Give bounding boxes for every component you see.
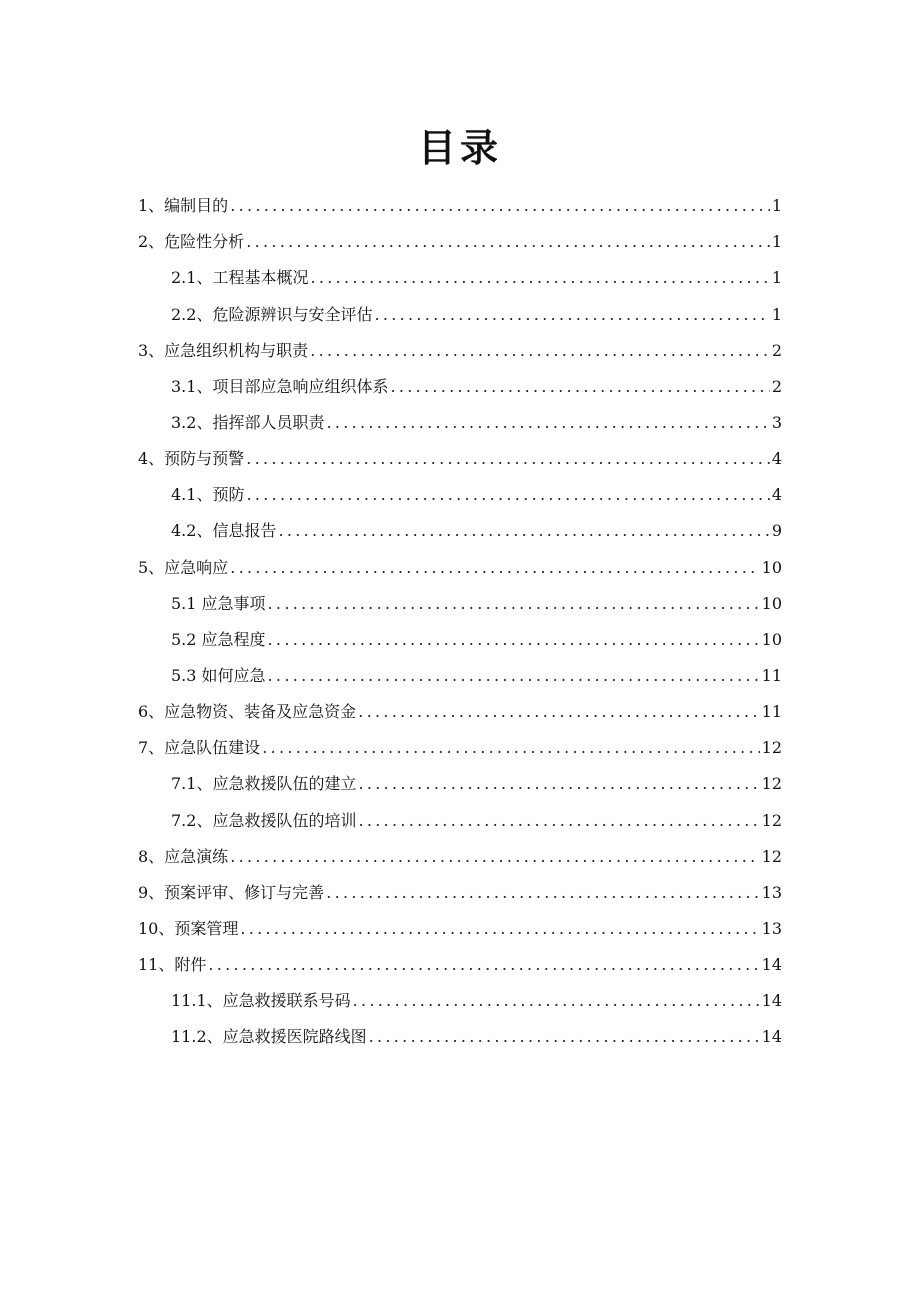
toc-dot-leader (390, 376, 769, 398)
toc-dot-leader (262, 737, 759, 759)
toc-entry[interactable] (138, 366, 782, 402)
toc-dot-leader (358, 810, 759, 832)
toc-entry[interactable] (138, 257, 782, 293)
toc-entry-label: 5.1 应急事项 (171, 593, 266, 613)
toc-entry-label: 11.1、应急救援联系号码 (171, 991, 351, 1011)
toc-entry[interactable] (138, 1016, 782, 1052)
toc-entry-page-number: 3 (771, 412, 782, 432)
toc-entry-page-number: 12 (761, 810, 782, 830)
toc-entry-label: 3.2、指挥部人员职责 (171, 412, 325, 432)
toc-entry-page-number: 1 (771, 304, 782, 324)
toc-entry-page-number: 13 (761, 882, 782, 902)
toc-entry[interactable] (138, 438, 782, 474)
toc-entry-label: 5、应急响应 (138, 557, 229, 577)
toc-entry-page-number: 9 (771, 521, 782, 541)
toc-entry-page-number: 11 (761, 702, 782, 722)
toc-entry-label: 7、应急队伍建设 (138, 738, 261, 758)
toc-dot-leader (246, 231, 770, 253)
toc-entry[interactable] (138, 727, 782, 763)
toc-entry[interactable] (138, 510, 782, 546)
toc-dot-leader (278, 520, 769, 542)
toc-entry-label: 11、附件 (138, 955, 207, 975)
toc-dot-leader (358, 701, 759, 723)
toc-dot-leader (358, 773, 759, 795)
toc-entry-page-number: 14 (761, 1027, 782, 1047)
toc-entry-label: 11.2、应急救援医院路线图 (171, 1027, 367, 1047)
toc-entry-page-number: 14 (761, 955, 782, 975)
toc-entry[interactable] (138, 402, 782, 438)
toc-entry-page-number: 4 (771, 485, 782, 505)
toc-dot-leader (230, 195, 770, 217)
toc-entry[interactable] (138, 619, 782, 655)
toc-entry-page-number: 2 (771, 376, 782, 396)
toc-entry-label: 4.1、预防 (171, 485, 245, 505)
toc-entry-page-number: 12 (761, 774, 782, 794)
toc-entry[interactable] (138, 763, 782, 799)
toc-entry[interactable] (138, 293, 782, 329)
toc-dot-leader (310, 340, 770, 362)
toc-dot-leader (246, 484, 769, 506)
toc-dot-leader (268, 629, 760, 651)
toc-dot-leader (326, 882, 759, 904)
toc-entry-page-number: 10 (761, 557, 782, 577)
toc-entry[interactable] (138, 583, 782, 619)
toc-entry-page-number: 1 (771, 232, 782, 252)
toc-dot-leader (268, 665, 760, 687)
toc-entry-label: 7.1、应急救援队伍的建立 (171, 774, 357, 794)
toc-dot-leader (208, 954, 759, 976)
toc-title: 目录 (417, 126, 502, 170)
toc-dot-leader (230, 557, 759, 579)
toc-entry-label: 6、应急物资、装备及应急资金 (138, 702, 357, 722)
toc-entry-page-number: 1 (771, 196, 782, 216)
toc-list (138, 185, 782, 1052)
toc-entry[interactable] (138, 185, 782, 221)
toc-entry-label: 7.2、应急救援队伍的培训 (171, 810, 357, 830)
toc-dot-leader (310, 267, 769, 289)
toc-entry-label: 1、编制目的 (138, 196, 229, 216)
toc-entry-label: 3、应急组织机构与职责 (138, 340, 309, 360)
toc-dot-leader (240, 918, 759, 940)
toc-entry-label: 9、预案评审、修订与完善 (138, 882, 325, 902)
toc-entry-label: 5.2 应急程度 (171, 629, 266, 649)
toc-entry-page-number: 10 (761, 593, 782, 613)
toc-entry[interactable] (138, 655, 782, 691)
toc-dot-leader (230, 846, 759, 868)
toc-dot-leader (326, 412, 769, 434)
toc-entry[interactable] (138, 872, 782, 908)
toc-entry[interactable] (138, 836, 782, 872)
toc-dot-leader (369, 1026, 760, 1048)
toc-entry-label: 3.1、项目部应急响应组织体系 (171, 376, 389, 396)
toc-entry-page-number: 14 (761, 991, 782, 1011)
toc-entry-label: 8、应急演练 (138, 846, 229, 866)
toc-entry[interactable] (138, 546, 782, 582)
toc-dot-leader (268, 593, 760, 615)
toc-entry[interactable] (138, 474, 782, 510)
toc-entry-label: 5.3 如何应急 (171, 665, 266, 685)
toc-entry-label: 2.1、工程基本概况 (171, 268, 309, 288)
toc-dot-leader (374, 304, 769, 326)
toc-entry-label: 2、危险性分析 (138, 232, 245, 252)
toc-entry-page-number: 1 (771, 268, 782, 288)
toc-dot-leader (246, 448, 770, 470)
toc-entry[interactable] (138, 691, 782, 727)
toc-entry[interactable] (138, 980, 782, 1016)
toc-entry[interactable] (138, 944, 782, 980)
toc-entry-page-number: 4 (771, 449, 782, 469)
toc-entry-page-number: 2 (771, 340, 782, 360)
toc-entry-page-number: 11 (761, 665, 782, 685)
toc-entry-page-number: 12 (761, 846, 782, 866)
toc-entry[interactable] (138, 330, 782, 366)
toc-entry-label: 2.2、危险源辨识与安全评估 (171, 304, 373, 324)
toc-entry-page-number: 10 (761, 629, 782, 649)
toc-entry[interactable] (138, 908, 782, 944)
toc-entry-page-number: 13 (761, 918, 782, 938)
toc-entry-label: 4、预防与预警 (138, 449, 245, 469)
toc-entry[interactable] (138, 221, 782, 257)
toc-entry-page-number: 12 (761, 738, 782, 758)
toc-entry-label: 10、预案管理 (138, 918, 239, 938)
toc-entry[interactable] (138, 799, 782, 835)
toc-dot-leader (353, 990, 760, 1012)
toc-entry-label: 4.2、信息报告 (171, 521, 277, 541)
